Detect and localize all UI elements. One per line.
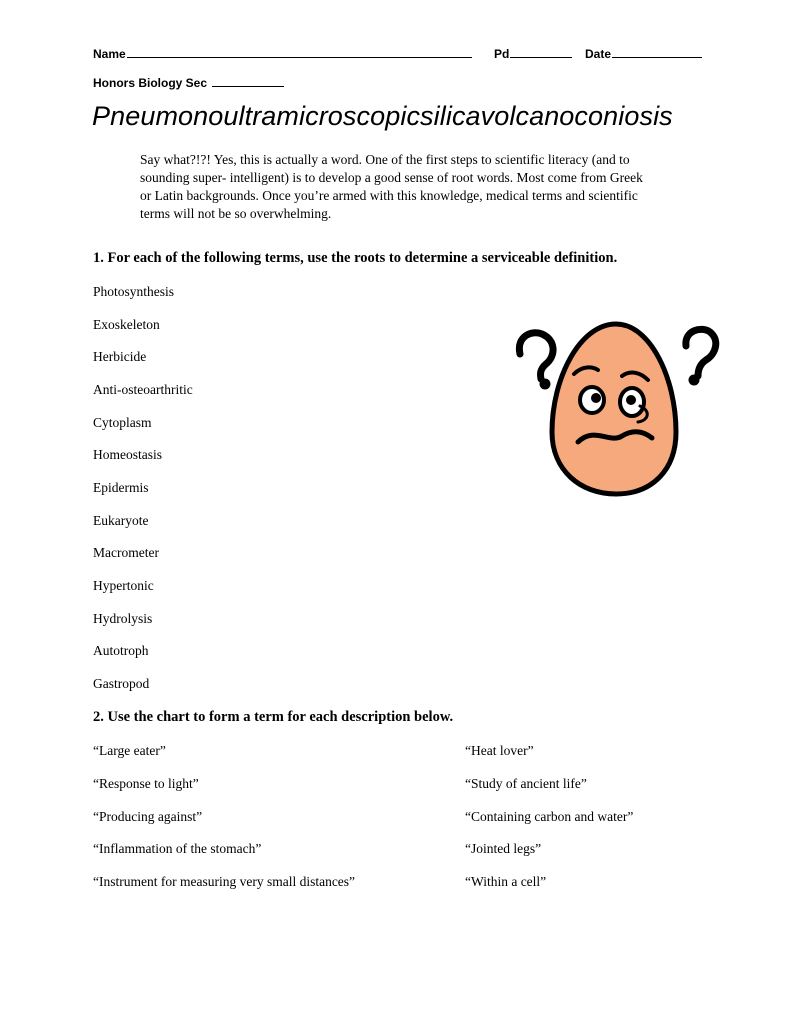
date-field[interactable]: [585, 46, 702, 61]
date-label: Date: [585, 47, 612, 61]
term-item: Gastropod: [93, 676, 150, 691]
description-item: “Containing carbon and water”: [465, 809, 634, 824]
term-item: Cytoplasm: [93, 415, 152, 430]
question-mark-icon: [686, 329, 716, 385]
term-item: Herbicide: [93, 349, 147, 364]
term-item: Hypertonic: [93, 578, 154, 593]
intro-line: terms will not be so overwhelming.: [140, 206, 332, 221]
section1-heading: 1. For each of the following terms, use the roots to determine a serviceable definition.: [93, 250, 618, 266]
term-item: Epidermis: [93, 480, 149, 495]
name-label: Name: [93, 47, 126, 61]
page-title: Pneumonoultramicroscopicsilicavolcanoconiosis: [92, 101, 673, 131]
description-item: “Heat lover”: [465, 743, 534, 758]
description-item: “Study of ancient life”: [465, 776, 587, 791]
section2-heading: 2. Use the chart to form a term for each description below.: [93, 709, 454, 725]
section-label: Honors Biology Sec: [93, 76, 208, 90]
term-item: Exoskeleton: [93, 317, 160, 332]
question-mark-icon: [519, 333, 553, 390]
description-item: “Response to light”: [93, 776, 199, 791]
confused-egg-icon: [510, 318, 728, 498]
term-item: Hydrolysis: [93, 611, 153, 626]
pd-field[interactable]: [494, 46, 572, 61]
intro-line: Say what?!?! Yes, this is actually a word. One of the first steps to scientific literacy (and to: [140, 152, 630, 167]
term-item: Autotroph: [93, 643, 149, 658]
term-item: Macrometer: [93, 545, 159, 560]
name-field[interactable]: [93, 46, 472, 61]
term-item: Eukaryote: [93, 513, 149, 528]
description-item: “Within a cell”: [465, 874, 547, 889]
description-item: “Jointed legs”: [465, 841, 542, 856]
term-item: Homeostasis: [93, 447, 162, 462]
description-item: “Producing against”: [93, 809, 203, 824]
description-item: “Instrument for measuring very small distances”: [93, 874, 356, 889]
intro-line: or Latin backgrounds. Once you’re armed with this knowledge, medical terms and scientific: [140, 188, 638, 203]
term-item: Photosynthesis: [93, 284, 175, 299]
term-item: Anti-osteoarthritic: [93, 382, 193, 397]
description-item: “Large eater”: [93, 743, 166, 758]
pd-label: Pd: [494, 47, 510, 61]
intro-line: sounding super- intelligent) is to develop a good sense of root words. Most come from Greek: [140, 170, 643, 185]
section-field[interactable]: [93, 75, 284, 90]
description-item: “Inflammation of the stomach”: [93, 841, 262, 856]
intro-paragraph: [140, 151, 680, 223]
